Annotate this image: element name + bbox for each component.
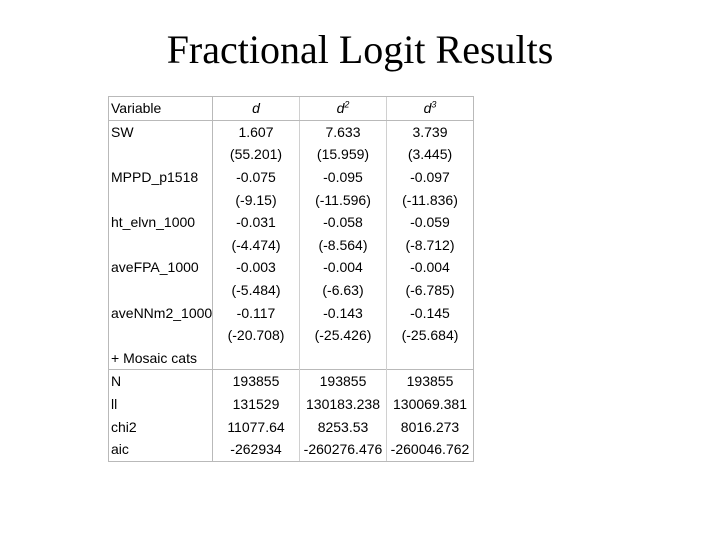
header-col-d2 bbox=[300, 97, 387, 121]
row-value: -0.059 bbox=[387, 211, 474, 234]
header-col-d2-base: d bbox=[336, 100, 345, 117]
row-label: + Mosaic cats bbox=[109, 347, 213, 370]
row-value bbox=[300, 347, 387, 370]
table-row bbox=[109, 438, 474, 461]
row-value: -262934 bbox=[213, 438, 300, 461]
row-value: 130069.381 bbox=[387, 393, 474, 416]
row-label: N bbox=[109, 370, 213, 393]
row-value: 8253.53 bbox=[300, 415, 387, 438]
row-value: (55.201) bbox=[213, 143, 300, 166]
table-header-row bbox=[109, 97, 474, 121]
row-value: -0.004 bbox=[300, 256, 387, 279]
row-label: ht_elvn_1000 bbox=[109, 211, 213, 234]
coefficient-rows bbox=[109, 120, 474, 370]
row-value: (-5.484) bbox=[213, 279, 300, 302]
table-row bbox=[109, 143, 474, 166]
slide-title: Fractional Logit Results bbox=[166, 27, 554, 72]
row-value: -260046.762 bbox=[387, 438, 474, 461]
row-value: -0.145 bbox=[387, 301, 474, 324]
table-row bbox=[109, 166, 474, 189]
header-col-d3 bbox=[387, 97, 474, 121]
row-label bbox=[109, 143, 213, 166]
table-row bbox=[109, 279, 474, 302]
table-row bbox=[109, 256, 474, 279]
statistics-rows bbox=[109, 370, 474, 461]
row-value: -0.075 bbox=[213, 166, 300, 189]
header-col-d bbox=[213, 97, 300, 121]
row-value: (3.445) bbox=[387, 143, 474, 166]
row-label: aic bbox=[109, 438, 213, 461]
row-value: (-4.474) bbox=[213, 234, 300, 257]
header-col-d3-base: d bbox=[423, 100, 432, 117]
row-value: -0.003 bbox=[213, 256, 300, 279]
row-label: aveNNm2_1000 bbox=[109, 301, 213, 324]
row-value: 193855 bbox=[387, 370, 474, 393]
row-value bbox=[213, 347, 300, 370]
row-value: (-11.836) bbox=[387, 188, 474, 211]
results-table bbox=[108, 96, 474, 462]
row-value: (-8.564) bbox=[300, 234, 387, 257]
row-value: (-6.785) bbox=[387, 279, 474, 302]
row-value: (-8.712) bbox=[387, 234, 474, 257]
row-label: chi2 bbox=[109, 415, 213, 438]
row-value bbox=[387, 347, 474, 370]
row-value: (-9.15) bbox=[213, 188, 300, 211]
table-row bbox=[109, 347, 474, 370]
row-value: (-11.596) bbox=[300, 188, 387, 211]
table-row bbox=[109, 211, 474, 234]
header-col-d-base: d bbox=[252, 100, 260, 117]
row-value: 131529 bbox=[213, 393, 300, 416]
header-variable: Variable bbox=[109, 97, 213, 121]
row-label: ll bbox=[109, 393, 213, 416]
row-label bbox=[109, 234, 213, 257]
row-value: -0.143 bbox=[300, 301, 387, 324]
table-row bbox=[109, 415, 474, 438]
row-value: 3.739 bbox=[387, 120, 474, 143]
row-value: (15.959) bbox=[300, 143, 387, 166]
row-value: 193855 bbox=[300, 370, 387, 393]
table-row bbox=[109, 393, 474, 416]
row-label bbox=[109, 188, 213, 211]
table-row bbox=[109, 188, 474, 211]
row-label bbox=[109, 279, 213, 302]
table-row bbox=[109, 120, 474, 143]
row-value: -260276.476 bbox=[300, 438, 387, 461]
table-row bbox=[109, 301, 474, 324]
row-value: (-25.684) bbox=[387, 324, 474, 347]
row-value: -0.117 bbox=[213, 301, 300, 324]
row-value: 8016.273 bbox=[387, 415, 474, 438]
row-value: -0.004 bbox=[387, 256, 474, 279]
row-value: 7.633 bbox=[300, 120, 387, 143]
row-value: 130183.238 bbox=[300, 393, 387, 416]
row-value: -0.095 bbox=[300, 166, 387, 189]
results-table-container bbox=[108, 96, 474, 462]
row-value: -0.097 bbox=[387, 166, 474, 189]
header-col-d2-sup: 2 bbox=[344, 99, 350, 110]
row-value: 11077.64 bbox=[213, 415, 300, 438]
row-label: SW bbox=[109, 120, 213, 143]
row-value: (-6.63) bbox=[300, 279, 387, 302]
header-col-d3-sup: 3 bbox=[431, 99, 437, 110]
row-value: 1.607 bbox=[213, 120, 300, 143]
row-value: -0.058 bbox=[300, 211, 387, 234]
row-label: MPPD_p1518 bbox=[109, 166, 213, 189]
row-value: 193855 bbox=[213, 370, 300, 393]
row-label: aveFPA_1000 bbox=[109, 256, 213, 279]
row-value: (-20.708) bbox=[213, 324, 300, 347]
table-row bbox=[109, 324, 474, 347]
row-label bbox=[109, 324, 213, 347]
row-value: (-25.426) bbox=[300, 324, 387, 347]
table-row bbox=[109, 234, 474, 257]
row-value: -0.031 bbox=[213, 211, 300, 234]
table-row bbox=[109, 370, 474, 393]
